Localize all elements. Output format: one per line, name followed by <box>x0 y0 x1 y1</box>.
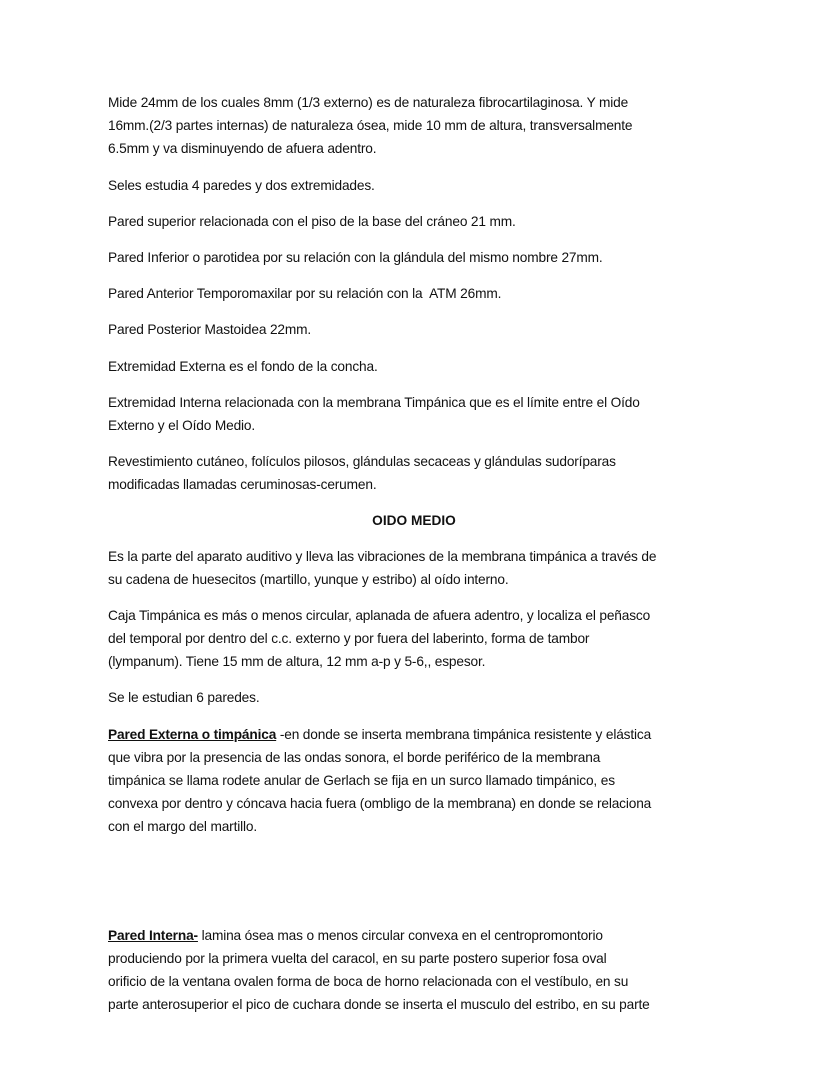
paragraph-line <box>108 973 628 991</box>
line-text: Externo y el Oído Medio. <box>108 418 256 433</box>
paragraph-lead-heading: Pared Interna- <box>108 928 198 943</box>
line-text: -en donde se inserta membrana timpánica resistente y elástica <box>276 727 652 742</box>
line-text: su cadena de huesecitos (martillo, yunque y estribo) al oído interno. <box>108 572 509 587</box>
line-text: Se le estudian 6 paredes. <box>108 690 260 705</box>
paragraph-line <box>108 927 603 945</box>
paragraph-line <box>108 726 651 744</box>
line-text: Pared superior relacionada con el piso de la base del cráneo 21 mm. <box>108 214 516 229</box>
paragraph-line <box>108 117 632 135</box>
line-text: Es la parte del aparato auditivo y lleva las vibraciones de la membrana timpánica a través de <box>108 549 657 564</box>
line-text: Extremidad Externa es el fondo de la concha. <box>108 359 378 374</box>
line-text: convexa por dentro y cóncava hacia fuera (ombligo de la membrana) en donde se relaciona <box>108 796 652 811</box>
paragraph-line <box>108 94 628 112</box>
line-text: timpánica se llama rodete anular de Gerlach se fija en un surco llamado timpánico, es <box>108 773 615 788</box>
paragraph-line <box>108 689 259 707</box>
paragraph-lead-heading: Pared Externa o timpánica <box>108 727 277 742</box>
paragraph-line <box>108 177 375 195</box>
paragraph-line <box>108 140 376 158</box>
paragraph-line <box>108 249 603 267</box>
paragraph-line <box>108 818 257 836</box>
paragraph-line <box>108 213 516 231</box>
line-text: parte anterosuperior el pico de cuchara donde se inserta el musculo del estribo, en su parte <box>108 997 650 1012</box>
line-text: Pared Anterior Temporomaxilar por su relación con la ATM 26mm. <box>108 286 502 301</box>
paragraph-line <box>108 630 589 648</box>
paragraph-line <box>108 548 656 566</box>
line-text: orificio de la ventana ovalen forma de boca de horno relacionada con el vestíbulo, en su <box>108 974 629 989</box>
line-text: Mide 24mm de los cuales 8mm (1/3 externo) es de naturaleza fibrocartilaginosa. Y mide <box>108 95 629 110</box>
paragraph-line <box>108 453 616 471</box>
line-text: 16mm.(2/3 partes internas) de naturaleza ósea, mide 10 mm de altura, transversalmente <box>108 118 633 133</box>
paragraph-line <box>108 950 607 968</box>
line-text: Seles estudia 4 paredes y dos extremidades. <box>108 178 375 193</box>
line-text: (lympanum). Tiene 15 mm de altura, 12 mm a-p y 5-6,, espesor. <box>108 654 486 669</box>
line-text: Revestimiento cutáneo, folículos pilosos, glándulas secaceas y glándulas sudoríparas <box>108 454 616 469</box>
paragraph-line <box>108 653 485 671</box>
paragraph-line <box>108 417 255 435</box>
line-text: modificadas llamadas ceruminosas-cerumen. <box>108 477 377 492</box>
section-heading: OIDO MEDIO <box>372 513 456 528</box>
paragraph-line <box>108 996 650 1014</box>
line-text: Pared Inferior o parotidea por su relación con la glándula del mismo nombre 27mm. <box>108 250 603 265</box>
paragraph-line <box>108 772 615 790</box>
line-text: Pared Posterior Mastoidea 22mm. <box>108 322 312 337</box>
line-text: lamina ósea mas o menos circular convexa en el centropromontorio <box>197 928 603 943</box>
line-text: Caja Timpánica es más o menos circular, aplanada de afuera adentro, y localiza el peñasco <box>108 608 651 623</box>
paragraph-line <box>108 321 311 339</box>
line-text: que vibra por la presencia de las ondas sonora, el borde periférico de la membrana <box>108 750 601 765</box>
paragraph-line <box>108 358 378 376</box>
paragraph-line <box>108 394 640 412</box>
line-text: del temporal por dentro del c.c. externo y por fuera del laberinto, forma de tambor <box>108 631 590 646</box>
line-text: con el margo del martillo. <box>108 819 258 834</box>
line-text: Extremidad Interna relacionada con la membrana Timpánica que es el límite entre el Oído <box>108 395 640 410</box>
paragraph-line <box>108 571 509 589</box>
paragraph-line <box>108 795 651 813</box>
paragraph-line <box>108 285 501 303</box>
line-text: 6.5mm y va disminuyendo de afuera adentro. <box>108 141 377 156</box>
line-text: produciendo por la primera vuelta del caracol, en su parte postero superior fosa oval <box>108 951 607 966</box>
paragraph-line <box>108 749 600 767</box>
paragraph-line <box>108 476 376 494</box>
paragraph-line <box>108 607 650 625</box>
